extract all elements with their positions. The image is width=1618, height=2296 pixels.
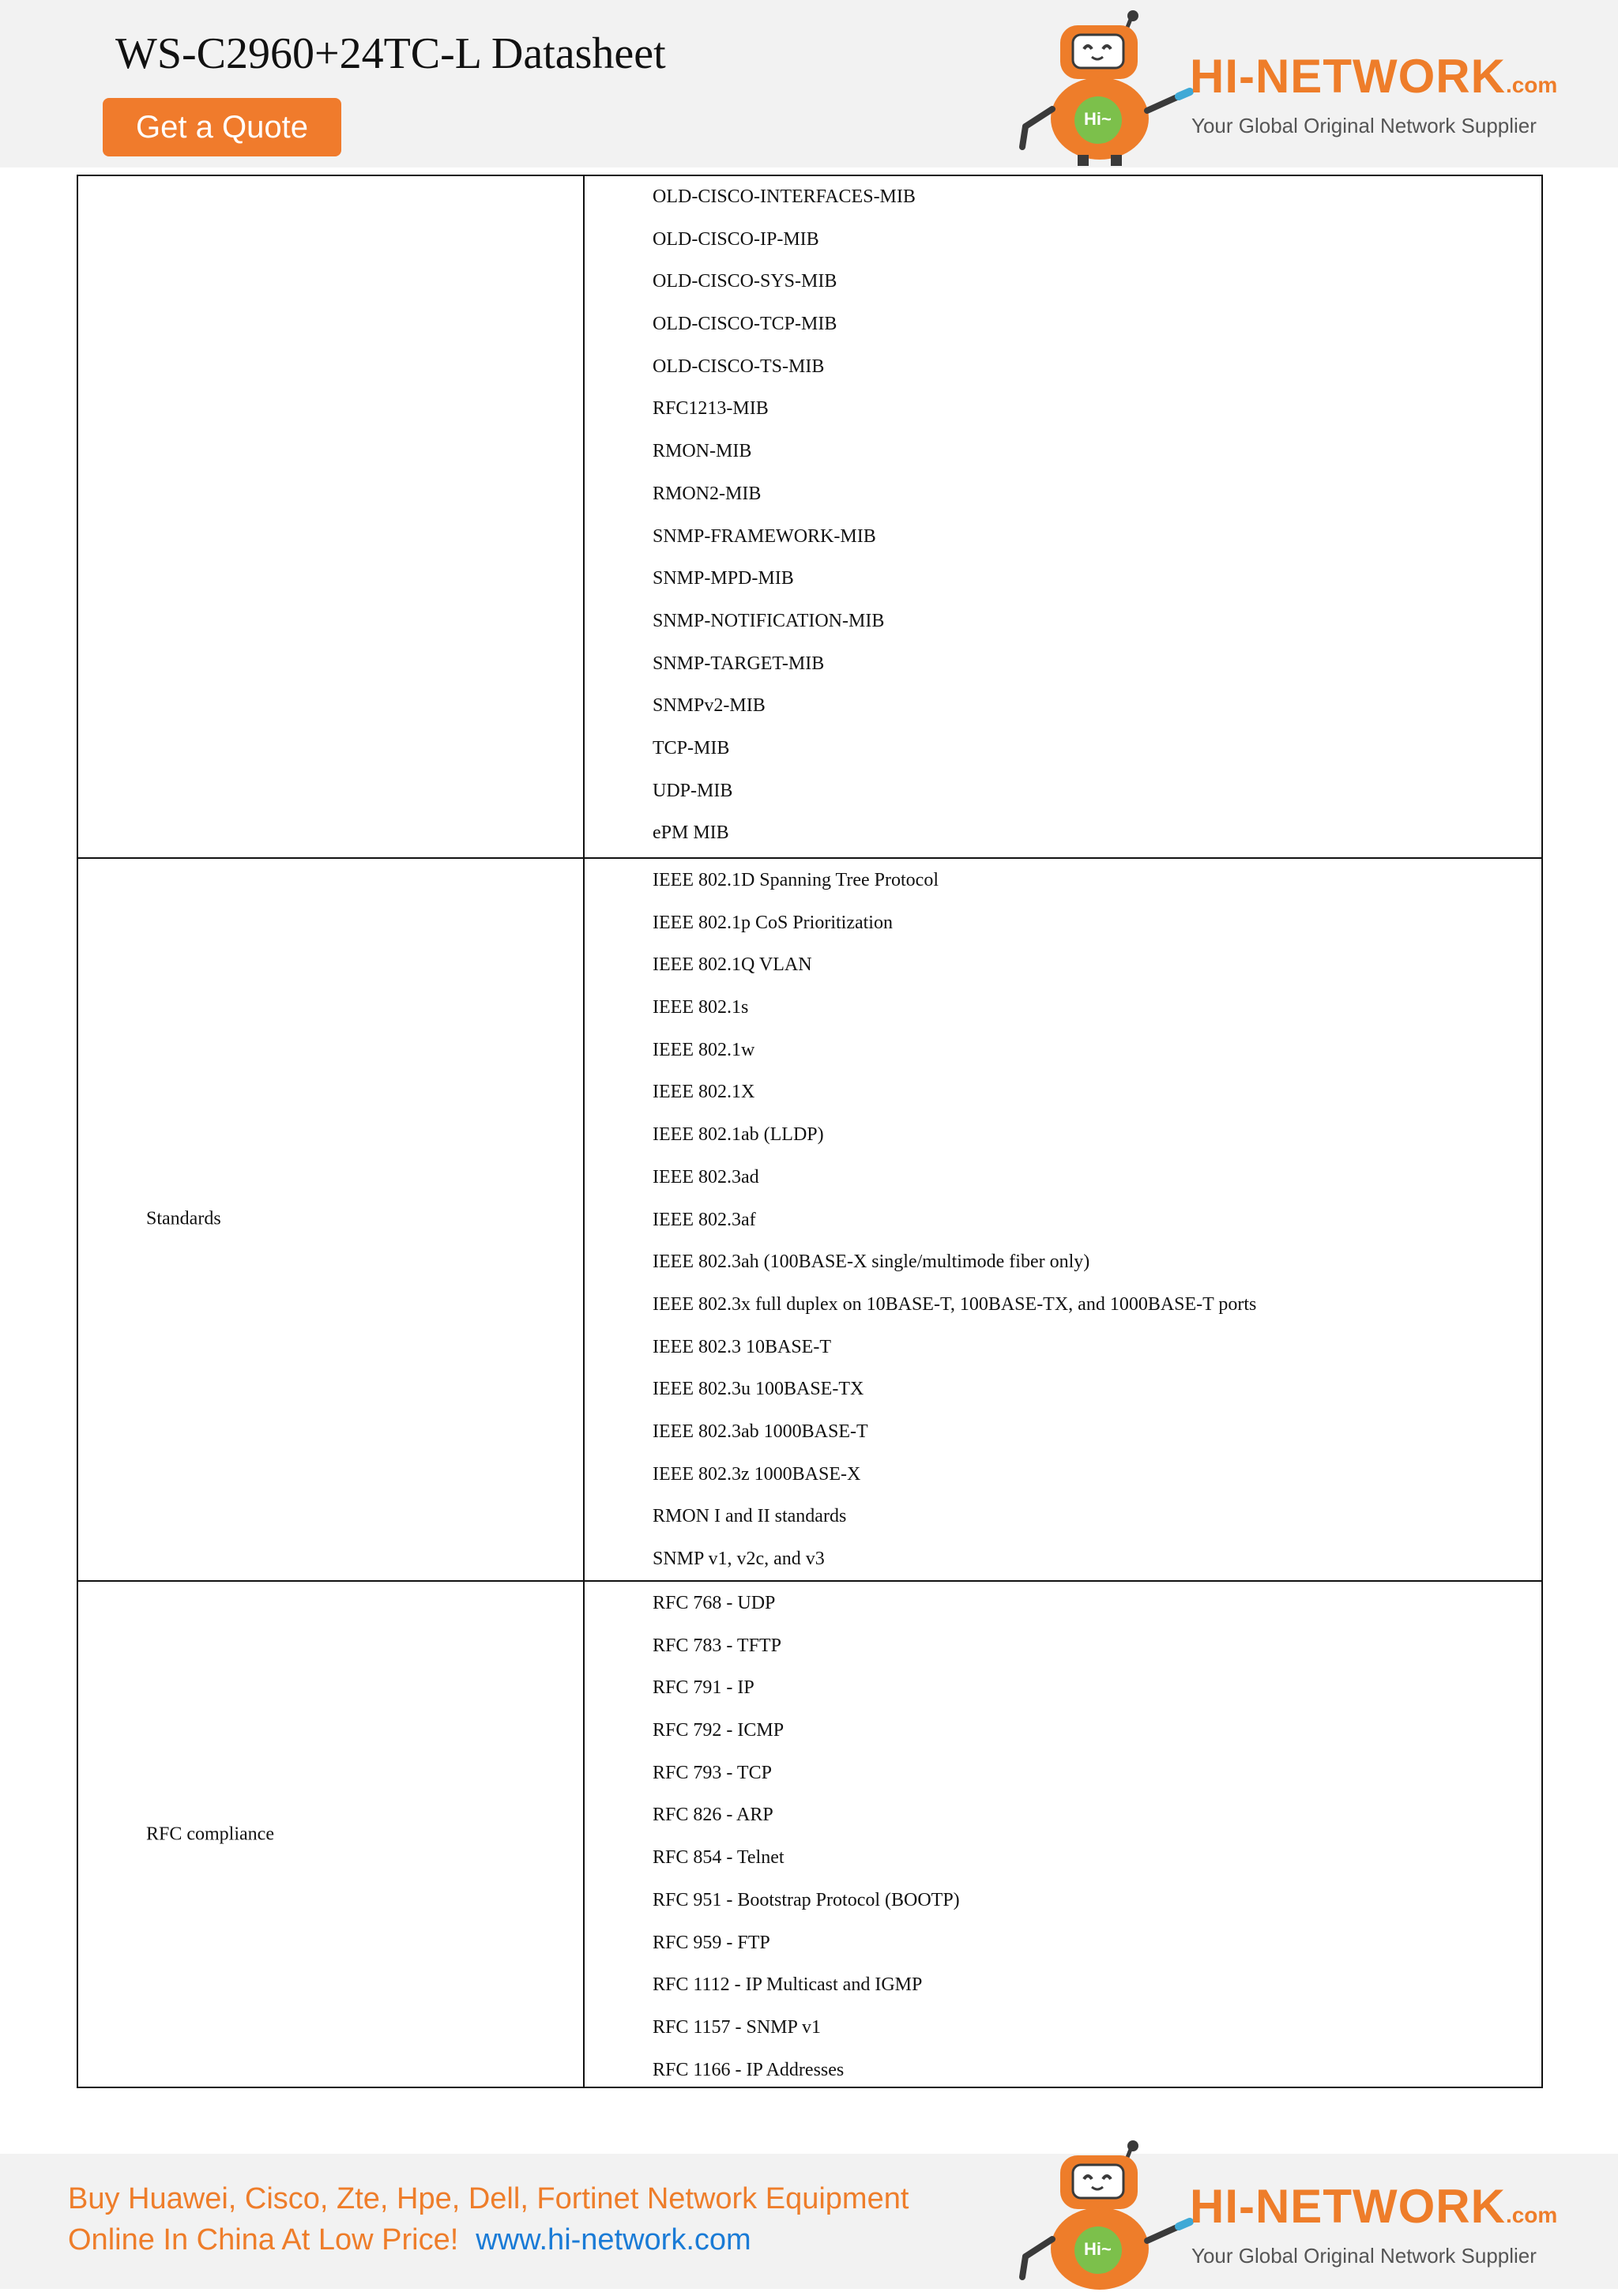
list-item: RFC 792 - ICMP [653, 1720, 785, 1741]
list-item: RFC1213-MIB [653, 398, 769, 420]
list-item: RFC 951 - Bootstrap Protocol (BOOTP) [653, 1889, 960, 1910]
list-item: IEEE 802.3ad [653, 1166, 759, 1188]
brand-tagline: Your Global Original Network Supplier [1191, 2244, 1537, 2268]
table-row-mibs [78, 176, 1541, 857]
list-item: IEEE 802.1ab (LLDP) [653, 1124, 824, 1146]
list-item: SNMPv2-MIB [653, 695, 766, 717]
list-item: RFC 768 - UDP [653, 1593, 776, 1613]
list-item: IEEE 802.3z 1000BASE-X [653, 1463, 861, 1485]
mascot-badge: Hi~ [1084, 109, 1112, 129]
list-item: IEEE 802.1D Spanning Tree Protocol [653, 870, 939, 890]
list-item: RFC 1157 - SNMP v1 [653, 2016, 821, 2038]
footer-line-1: Buy Huawei, Cisco, Zte, Hpe, Dell, Fortinet Network Equipment [68, 2182, 909, 2215]
footer-tagline: Online In China At Low Price! [68, 2223, 459, 2256]
list-item: IEEE 802.1w [653, 1039, 755, 1060]
list-item: RFC 826 - ARP [653, 1805, 773, 1826]
list-item: IEEE 802.3 10BASE-T [653, 1336, 831, 1357]
list-item: OLD-CISCO-INTERFACES-MIB [653, 186, 916, 207]
list-item: TCP-MIB [653, 737, 730, 758]
spec-table [77, 175, 1543, 2088]
brand-name: HI-NETWORK.com [1190, 50, 1558, 103]
get-a-quote-button[interactable]: Get a Quote [103, 98, 341, 156]
list-item: IEEE 802.1p CoS Prioritization [653, 912, 893, 933]
table-row-rfc [78, 1580, 1541, 2087]
robot-mascot-icon [1014, 2138, 1196, 2296]
list-item: RMON2-MIB [653, 483, 762, 504]
list-item: IEEE 802.3ah (100BASE-X single/multimode fiber only) [653, 1252, 1090, 1273]
mascot-badge: Hi~ [1084, 2239, 1112, 2259]
list-item: SNMP-NOTIFICATION-MIB [653, 610, 885, 631]
list-item: SNMP-MPD-MIB [653, 568, 794, 589]
list-item: RFC 1166 - IP Addresses [653, 2059, 845, 2080]
page-header [0, 0, 1618, 167]
list-item: IEEE 802.3x full duplex on 10BASE-T, 100BASE-TX, and 1000BASE-T ports [653, 1293, 1257, 1315]
footer-line-2 [68, 2223, 751, 2257]
mib-list [653, 176, 916, 855]
list-item: SNMP v1, v2c, and v3 [653, 1549, 825, 1569]
list-item: IEEE 802.1Q VLAN [653, 954, 812, 976]
list-item: IEEE 802.3af [653, 1209, 756, 1230]
list-item: IEEE 802.3u 100BASE-TX [653, 1379, 864, 1400]
robot-mascot-icon [1014, 8, 1196, 166]
list-item: IEEE 802.1X [653, 1082, 755, 1103]
footer-website-link[interactable]: www.hi-network.com [476, 2223, 751, 2256]
table-row-standards [78, 857, 1541, 1580]
brand-tagline: Your Global Original Network Supplier [1191, 114, 1537, 137]
list-item: OLD-CISCO-IP-MIB [653, 228, 819, 250]
list-item: RFC 783 - TFTP [653, 1635, 781, 1656]
list-item: SNMP-TARGET-MIB [653, 653, 825, 674]
footer-brand-logo[interactable] [1014, 2138, 1567, 2296]
list-item: IEEE 802.3ab 1000BASE-T [653, 1421, 868, 1442]
list-item: OLD-CISCO-SYS-MIB [653, 271, 837, 292]
standards-list [653, 860, 1256, 1581]
list-item: RFC 791 - IP [653, 1677, 754, 1699]
list-item: ePM MIB [653, 822, 729, 844]
brand-name: HI-NETWORK.com [1190, 2180, 1558, 2233]
row-label-standards: Standards [146, 1208, 221, 1229]
brand-logo[interactable] [1014, 8, 1567, 166]
list-item: OLD-CISCO-TCP-MIB [653, 314, 837, 335]
list-item: RFC 1112 - IP Multicast and IGMP [653, 1974, 923, 1996]
row-label-rfc-compliance: RFC compliance [146, 1824, 274, 1845]
list-item: SNMP-FRAMEWORK-MIB [653, 525, 876, 547]
list-item: RFC 959 - FTP [653, 1932, 770, 1953]
page-footer [0, 2154, 1618, 2289]
list-item: RMON I and II standards [653, 1506, 847, 1527]
list-item: RFC 854 - Telnet [653, 1847, 785, 1869]
list-item: OLD-CISCO-TS-MIB [653, 356, 825, 377]
list-item: UDP-MIB [653, 780, 733, 801]
page-title: WS-C2960+24TC-L Datasheet [115, 29, 666, 78]
list-item: RFC 793 - TCP [653, 1762, 772, 1783]
rfc-list [653, 1583, 960, 2091]
list-item: RMON-MIB [653, 441, 752, 462]
list-item: IEEE 802.1s [653, 997, 749, 1018]
